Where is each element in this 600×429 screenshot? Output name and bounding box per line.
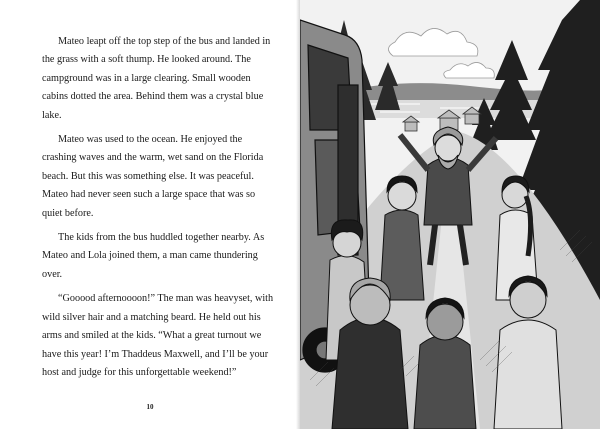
foreground-kids (332, 276, 562, 429)
illustration (300, 0, 600, 429)
illustration-drawing (300, 0, 600, 429)
paragraph-4: “Gooood afternoooon!” The man was heavyset, with wild silver hair and a matching beard. He held out his arms and smiled at the kids. “What a great turnout we have this year! I’m Thaddeus Maxwell, and I’ll be your host and judge for this unforgettable weekend!” (42, 293, 274, 378)
story-text (42, 33, 276, 388)
page-number: 10 (146, 403, 154, 411)
paragraph-3: The kids from the bus huddled together nearby. As Mateo and Lola joined them, a man came thundering over. (42, 232, 265, 280)
paragraph-1: Mateo leapt off the top step of the bus and landed in the grass with a soft thump. He looked around. The campground was in a large clearing. Small wooden cabins dotted the area. Behind them was a crystal blue lake. (42, 36, 271, 121)
paragraph-2: Mateo was used to the ocean. He enjoyed the crashing waves and the warm, wet sand on the Florida beach. But this was something else. It was peaceful. Mateo had never seen such a large space that was so quiet before. (42, 134, 264, 219)
